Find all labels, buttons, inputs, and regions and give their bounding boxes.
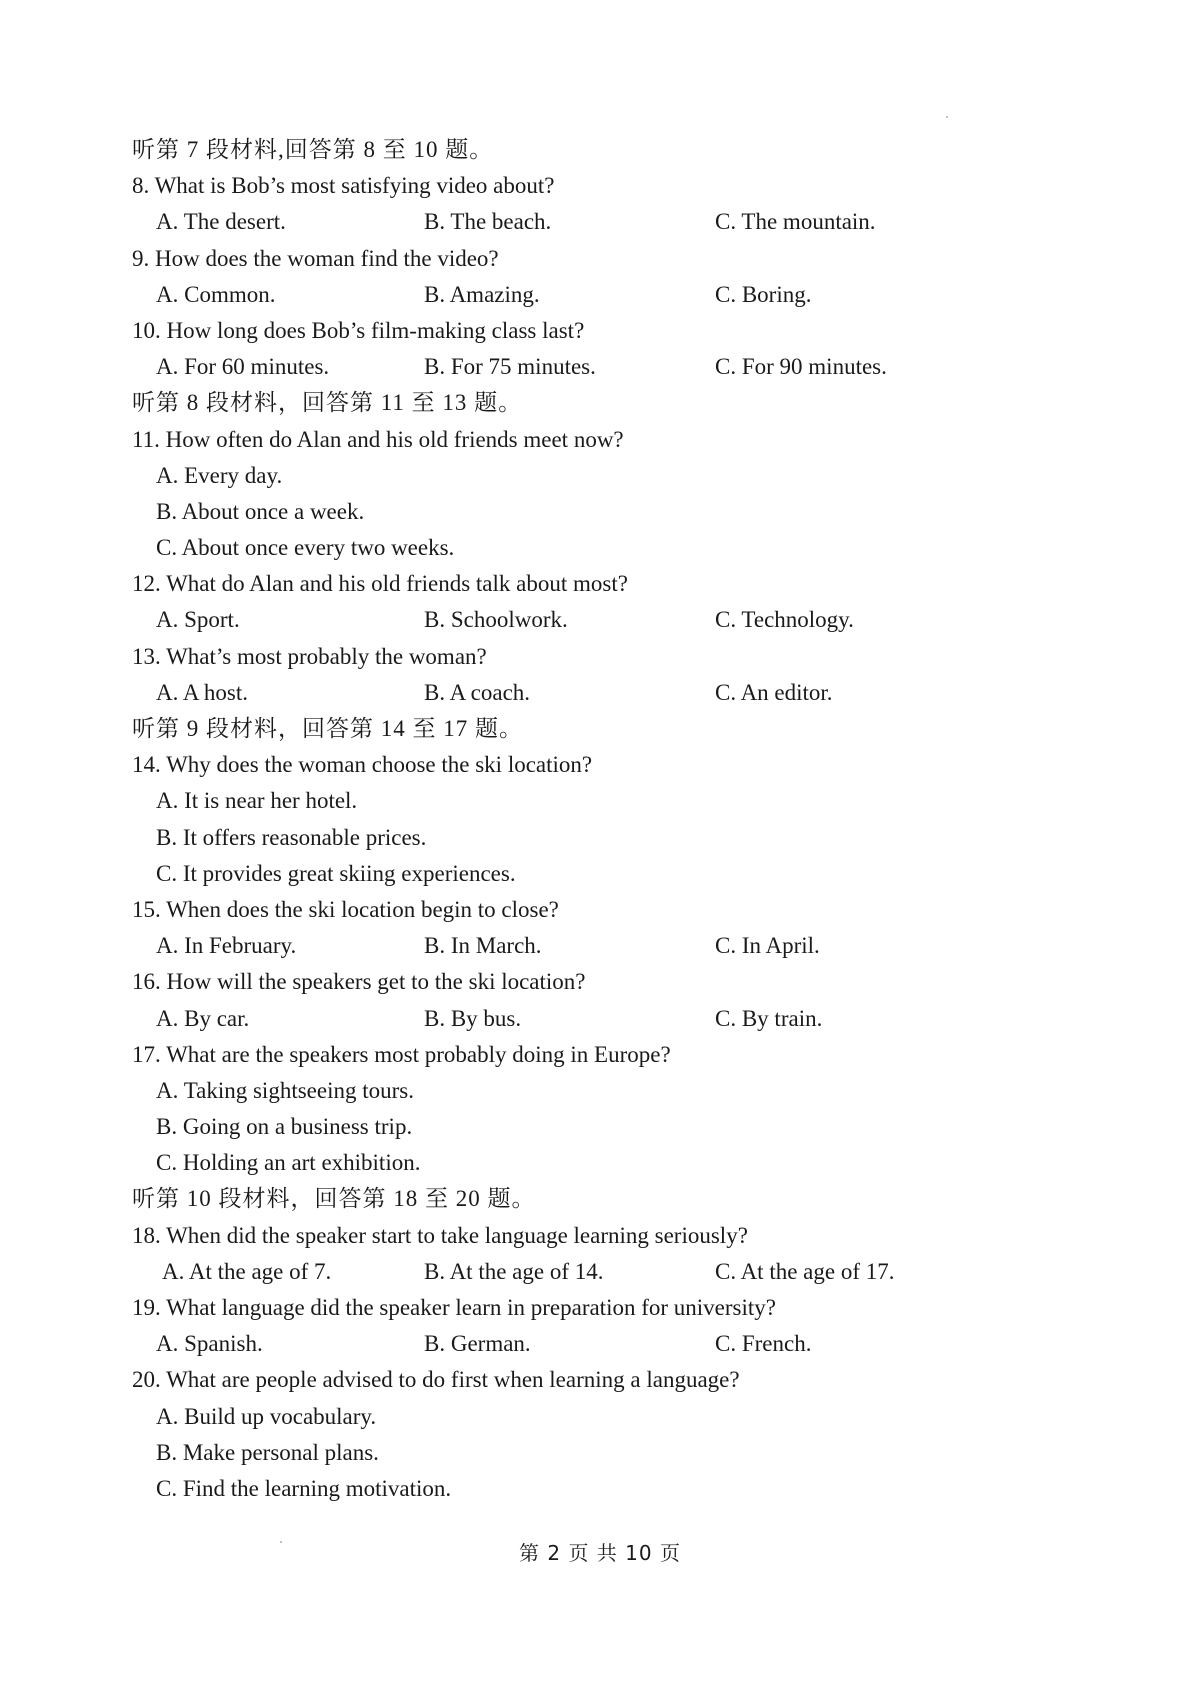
answer-option-b: B. In March.: [424, 933, 542, 959]
answer-option-b: B. The beach.: [424, 209, 552, 235]
answer-option-a: A. Every day.: [156, 462, 283, 488]
answer-option-c: C. At the age of 17.: [715, 1258, 895, 1284]
answer-options-row: [132, 602, 1092, 638]
answer-option-c: C. French.: [715, 1331, 812, 1357]
section-header: 听第 7 段材料,回答第 8 至 10 题。: [132, 137, 494, 162]
answer-option-b: B. It offers reasonable prices.: [156, 824, 427, 850]
question-text: 11. How often do Alan and his old friends meet now?: [132, 426, 624, 452]
answer-option-b: B. About once a week.: [156, 498, 365, 524]
answer-option-c: C. Technology.: [715, 607, 854, 633]
section-header: 听第 9 段材料，回答第 14 至 17 题。: [132, 716, 523, 741]
answer-option-a: A. Spanish.: [156, 1331, 263, 1357]
answer-options-row: [132, 675, 1092, 711]
answer-option-c: C. Find the learning motivation.: [156, 1475, 452, 1501]
answer-option-b: B. Going on a business trip.: [156, 1114, 413, 1140]
answer-option-c: C. For 90 minutes.: [715, 354, 887, 380]
listening-questions: [132, 132, 1092, 1507]
page-footer: 第 2 页 共 10 页: [519, 1541, 681, 1565]
answer-option-c: C. Holding an art exhibition.: [156, 1150, 421, 1176]
answer-option-c: C. By train.: [715, 1005, 823, 1031]
answer-option-c: C. It provides great skiing experiences.: [156, 860, 516, 886]
question-text: 10. How long does Bob’s film-making class last?: [132, 317, 585, 343]
answer-options-row: [132, 277, 1092, 313]
answer-option-b: B. Amazing.: [424, 281, 540, 307]
answer-option-b: B. For 75 minutes.: [424, 354, 596, 380]
answer-options-row: [132, 349, 1092, 385]
question-text: 15. When does the ski location begin to close?: [132, 896, 559, 922]
question-text: 18. When did the speaker start to take language learning seriously?: [132, 1222, 748, 1248]
answer-option-c: C. About once every two weeks.: [156, 535, 455, 561]
section-header: 听第 10 段材料，回答第 18 至 20 题。: [132, 1186, 536, 1212]
scan-speck: [946, 116, 948, 118]
question-text: 16. How will the speakers get to the ski location?: [132, 969, 586, 995]
answer-option-c: C. Boring.: [715, 281, 812, 307]
answer-options-row: [132, 1254, 1092, 1290]
question-text: 17. What are the speakers most probably doing in Europe?: [132, 1041, 671, 1067]
answer-option-b: B. A coach.: [424, 679, 531, 705]
answer-option-b: B. At the age of 14.: [424, 1258, 604, 1284]
answer-option-b: B. Schoolwork.: [424, 607, 568, 633]
answer-option-c: C. In April.: [715, 933, 820, 959]
answer-option-a: A. At the age of 7.: [162, 1258, 332, 1284]
answer-option-a: A. Taking sightseeing tours.: [156, 1077, 414, 1103]
answer-option-b: B. German.: [424, 1331, 531, 1357]
section-header: 听第 8 段材料，回答第 11 至 13 题。: [132, 390, 523, 416]
question-text: 12. What do Alan and his old friends talk about most?: [132, 571, 628, 597]
answer-option-a: A. A host.: [156, 679, 249, 705]
answer-option-a: A. For 60 minutes.: [156, 354, 330, 380]
answer-option-a: A. Sport.: [156, 607, 240, 633]
question-text: 8. What is Bob’s most satisfying video about?: [132, 173, 555, 199]
answer-option-b: B. Make personal plans.: [156, 1439, 379, 1465]
answer-option-a: A. The desert.: [156, 209, 286, 235]
answer-option-b: B. By bus.: [424, 1005, 522, 1031]
answer-option-c: C. The mountain.: [715, 209, 876, 235]
answer-options-row: [132, 928, 1092, 964]
answer-option-a: A. By car.: [156, 1005, 250, 1031]
question-text: 13. What’s most probably the woman?: [132, 643, 487, 669]
answer-option-a: A. Build up vocabulary.: [156, 1403, 377, 1429]
answer-option-c: C. An editor.: [715, 679, 833, 705]
question-text: 14. Why does the woman choose the ski location?: [132, 752, 593, 778]
answer-options-row: [132, 204, 1092, 240]
answer-option-a: A. Common.: [156, 281, 276, 307]
answer-option-a: A. In February.: [156, 933, 297, 959]
question-text: 20. What are people advised to do first when learning a language?: [132, 1367, 740, 1393]
answer-option-a: A. It is near her hotel.: [156, 788, 358, 814]
answer-options-row: [132, 1001, 1092, 1037]
question-text: 19. What language did the speaker learn in preparation for university?: [132, 1295, 776, 1320]
answer-options-row: [132, 1326, 1092, 1362]
question-text: 9. How does the woman find the video?: [132, 245, 499, 271]
